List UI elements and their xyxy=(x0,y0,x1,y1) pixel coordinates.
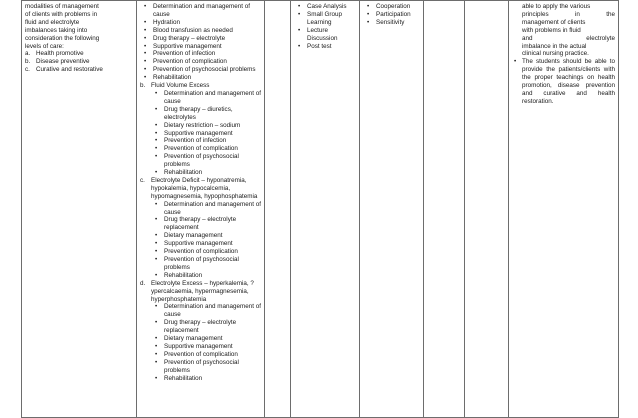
empty-cell xyxy=(465,1,509,418)
intro-line: consideration the following xyxy=(25,34,100,42)
levels-of-care-list xyxy=(25,50,133,74)
list-item: • Prevention of complication xyxy=(151,145,261,153)
list-item: • Determination and management of cause xyxy=(140,3,261,19)
list-item: • Determination and management of cause xyxy=(151,90,261,106)
list-item: c. Curative and restorative xyxy=(25,66,103,74)
outcome-line: with problems in fluid xyxy=(522,26,581,34)
section-title: Fluid Volume Excess xyxy=(151,82,210,90)
list-item: b. Disease preventive xyxy=(25,58,90,66)
section-list xyxy=(151,201,261,280)
objective-intro xyxy=(25,3,133,50)
objective-cell xyxy=(22,1,137,418)
list-item: • Prevention of complication xyxy=(140,58,261,66)
list-item: • Determination and management of cause xyxy=(151,201,261,217)
empty-cell xyxy=(424,1,465,418)
outcome-line: imbalance in the actual xyxy=(522,42,587,50)
list-item: • Participation xyxy=(363,11,420,19)
list-item: • Rehabilitation xyxy=(140,74,261,82)
outcome-line: management of clients xyxy=(522,18,586,26)
section-title: Electrolyte Excess – hyperkalemia, ?ypercalcaemia, hypermagnesemia, hyperphosphatemia xyxy=(151,279,254,303)
list-item: • Lecture Discussion xyxy=(294,27,356,43)
fluid-deficit-list xyxy=(140,3,261,82)
list-item: • Prevention of complication xyxy=(151,248,261,256)
section-list xyxy=(151,90,261,177)
outcome-line: clinical nursing practice. xyxy=(522,50,589,58)
values-list xyxy=(363,3,420,27)
section-electrolyte-deficit: c. Electrolyte Deficit – hyponatremia, hypokalemia, hypocalcemia, hypomagnesemia, hypophosphatemia • Determination and management of cause • Drug therapy – electrolyte replacement • Dietary management • Supportive management • Prevention of complication • Prevention of psychosocial problems • Rehabilitation xyxy=(140,177,261,280)
content-cell xyxy=(137,1,265,418)
intro-line: levels of care: xyxy=(25,42,64,50)
list-item: • Prevention of infection xyxy=(140,50,261,58)
list-item: • Rehabilitation xyxy=(151,375,261,383)
values-cell xyxy=(360,1,424,418)
objectives-table xyxy=(21,0,619,418)
list-item: • Prevention of psychosocial problems xyxy=(140,66,261,74)
list-item: • Cooperation xyxy=(363,3,420,11)
outcome-line: principles in the xyxy=(522,10,615,18)
list-item: • Post test xyxy=(294,43,356,51)
section-title: Electrolyte Deficit – hyponatremia, hypokalemia, hypocalcemia, hypomagnesemia, hypophosphatemia xyxy=(151,176,258,200)
outcome-paragraph xyxy=(512,3,615,58)
list-item: • Rehabilitation xyxy=(151,272,261,280)
list-item: • Hydration xyxy=(140,19,261,27)
list-item: • Dietary management xyxy=(151,232,261,240)
list-item: • Determination and management of cause xyxy=(151,303,261,319)
methods-list xyxy=(294,3,356,50)
section-electrolyte-excess: d. Electrolyte Excess – hyperkalemia, ?ypercalcaemia, hypermagnesemia, hyperphosphatemia • Determination and management of cause • Drug therapy – electrolyte replacement • Dietary management • Supportive management • Prevention of complication • Prevention of psychosocial problems • Rehabilitation xyxy=(140,280,261,383)
methods-cell xyxy=(291,1,360,418)
intro-line: of clients with problems in xyxy=(25,10,98,18)
list-item: • Drug therapy – electrolyte replacement xyxy=(151,319,261,335)
list-item: • Prevention of psychosocial problems xyxy=(151,256,261,272)
list-item: • Drug therapy – electrolyte xyxy=(140,35,261,43)
section-list xyxy=(151,303,261,382)
list-item: • Prevention of complication xyxy=(151,351,261,359)
list-item: • Supportive management xyxy=(151,343,261,351)
list-item: • Sensitivity xyxy=(363,19,420,27)
list-item: • Drug therapy – electrolyte replacement xyxy=(151,216,261,232)
list-item: • Blood transfusion as needed xyxy=(140,27,261,35)
list-item: • Drug therapy – diuretics, electrolytes xyxy=(151,106,261,122)
list-item: • Rehabilitation xyxy=(151,169,261,177)
outcome-line: able to apply the various xyxy=(522,3,591,10)
list-item: • Supportive management xyxy=(151,240,261,248)
outcome-line: and electrolyte xyxy=(522,34,615,42)
intro-line: imbalances taking into xyxy=(25,26,88,34)
list-item: a. Health promotive xyxy=(25,50,84,58)
list-item: • Dietary management xyxy=(151,335,261,343)
list-item: • Prevention of psychosocial problems xyxy=(151,359,261,375)
outcome-list xyxy=(512,58,615,105)
list-item: • Case Analysis xyxy=(294,3,356,11)
section-fluid-volume-excess: b. Fluid Volume Excess • Determination and management of cause • Drug therapy – diuretics, electrolytes • Dietary restriction – sodium • Supportive management • Prevention of infection • Prevention of complication • Prevention of psychosocial problems • Rehabilitation xyxy=(140,82,261,177)
intro-line: fluid and electrolyte xyxy=(25,18,80,26)
intro-line: modalities of management xyxy=(25,3,99,10)
list-item: • Supportive management xyxy=(151,130,261,138)
list-item: • Prevention of infection xyxy=(151,137,261,145)
list-item: • The students should be able to provide the patients/clients with the proper teachings on health promotion, disease prevention and curative and health restoration. xyxy=(512,58,615,105)
list-item: • Supportive management xyxy=(140,43,261,51)
table-row xyxy=(22,1,619,418)
list-item: • Dietary restriction – sodium xyxy=(151,122,261,130)
outcomes-cell xyxy=(509,1,619,418)
list-item: • Small Group Learning xyxy=(294,11,356,27)
empty-cell xyxy=(265,1,291,418)
list-item: • Prevention of psychosocial problems xyxy=(151,153,261,169)
